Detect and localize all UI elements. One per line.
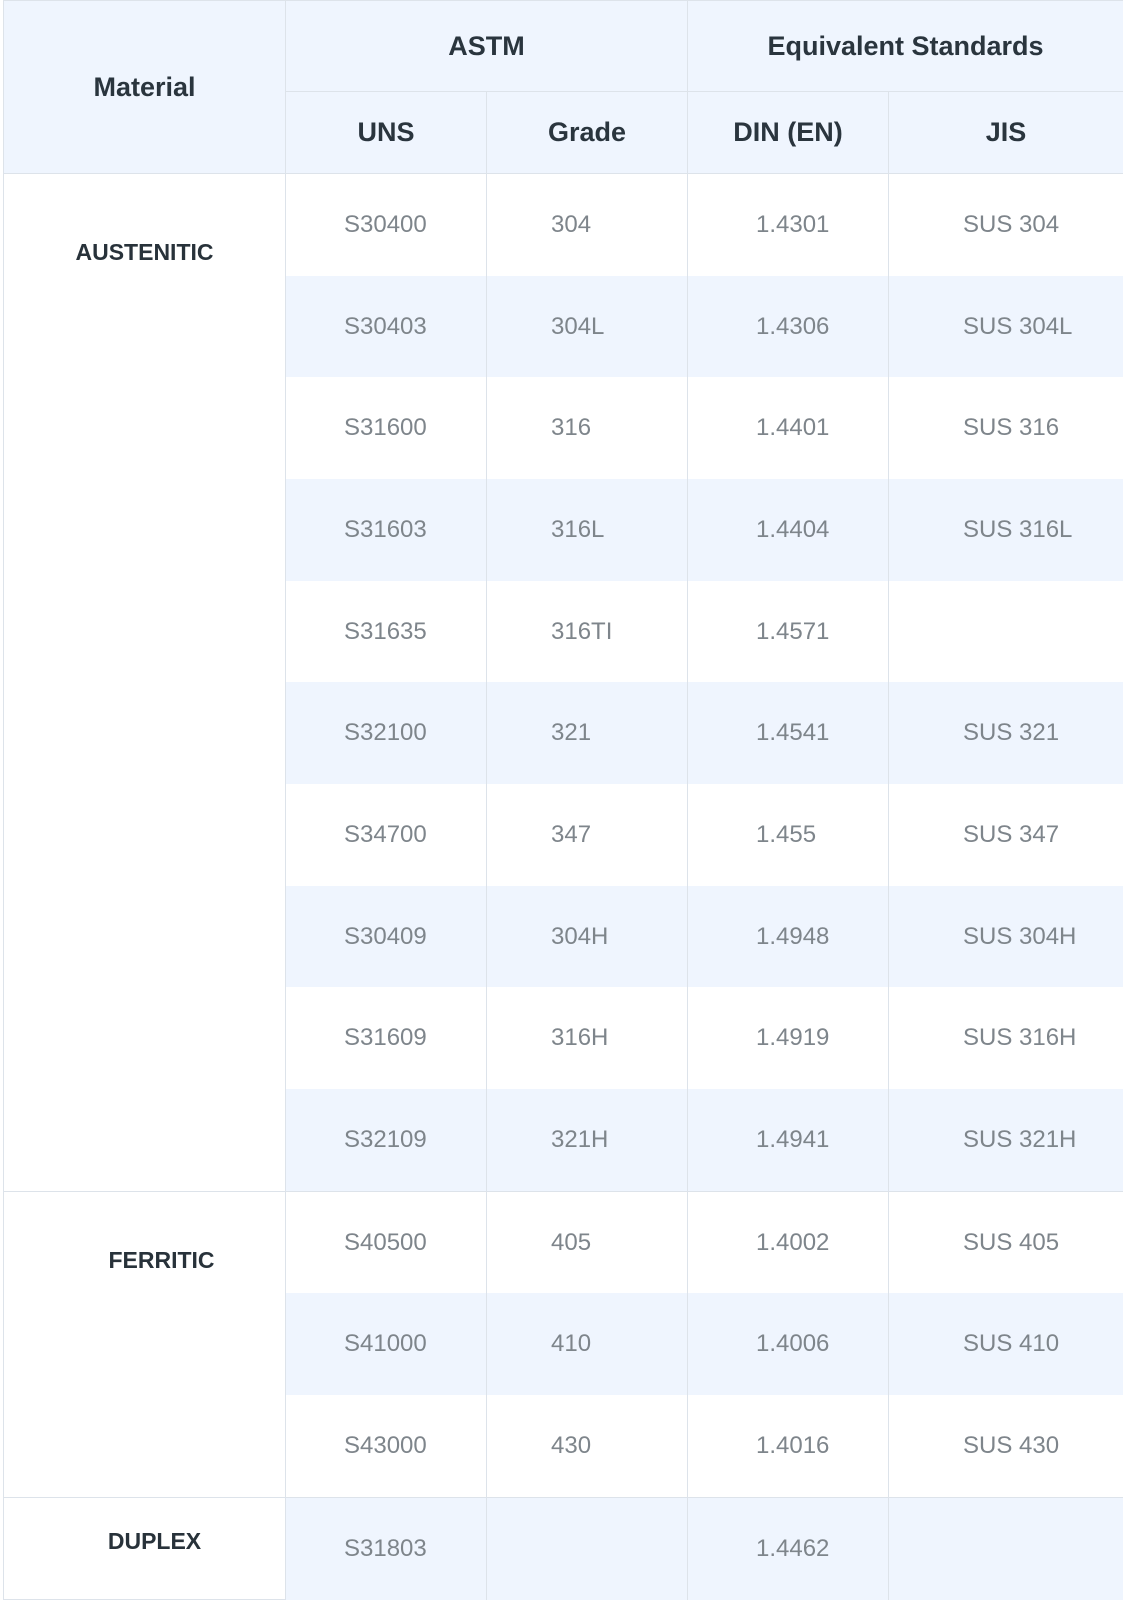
cell-grade: 316 bbox=[487, 377, 688, 479]
cell-jis bbox=[889, 581, 1123, 683]
cell-jis: SUS 321 bbox=[889, 682, 1123, 784]
material-group-label bbox=[4, 1191, 286, 1497]
header-din: DIN (EN) bbox=[688, 92, 889, 174]
material-group-name: DUPLEX bbox=[107, 1527, 202, 1554]
cell-din: 1.4948 bbox=[688, 886, 889, 988]
cell-jis: SUS 405 bbox=[889, 1191, 1123, 1293]
cell-uns: S30400 bbox=[286, 174, 487, 276]
header-uns: UNS bbox=[286, 92, 487, 174]
cell-din: 1.4006 bbox=[688, 1293, 889, 1395]
cell-grade: 316H bbox=[487, 987, 688, 1089]
cell-din: 1.4002 bbox=[688, 1191, 889, 1293]
material-group-label bbox=[4, 174, 286, 1192]
cell-jis: SUS 316 bbox=[889, 377, 1123, 479]
cell-uns: S40500 bbox=[286, 1191, 487, 1293]
header-material: Material bbox=[4, 1, 286, 174]
cell-din: 1.4919 bbox=[688, 987, 889, 1089]
cell-grade: 430 bbox=[487, 1395, 688, 1497]
cell-uns: S43000 bbox=[286, 1395, 487, 1497]
cell-grade: 316L bbox=[487, 479, 688, 581]
cell-grade: 316TI bbox=[487, 581, 688, 683]
cell-jis: SUS 304 bbox=[889, 174, 1123, 276]
material-group-name: AUSTENITIC bbox=[75, 239, 214, 265]
cell-grade: 321H bbox=[487, 1089, 688, 1191]
cell-grade: 304 bbox=[487, 174, 688, 276]
table-row bbox=[4, 174, 1123, 276]
cell-jis: SUS 316H bbox=[889, 987, 1123, 1089]
stainless-grades-table bbox=[3, 0, 1123, 1600]
cell-grade bbox=[487, 1497, 688, 1599]
cell-grade: 410 bbox=[487, 1293, 688, 1395]
cell-uns: S30403 bbox=[286, 276, 487, 378]
cell-grade: 304L bbox=[487, 276, 688, 378]
cell-din: 1.4404 bbox=[688, 479, 889, 581]
table-body bbox=[4, 174, 1123, 1600]
cell-din: 1.455 bbox=[688, 784, 889, 886]
table-row bbox=[4, 1497, 1123, 1599]
cell-grade: 304H bbox=[487, 886, 688, 988]
cell-grade: 405 bbox=[487, 1191, 688, 1293]
table-row bbox=[4, 1191, 1123, 1293]
cell-uns: S34700 bbox=[286, 784, 487, 886]
cell-din: 1.4541 bbox=[688, 682, 889, 784]
cell-jis bbox=[889, 1497, 1123, 1599]
cell-jis: SUS 430 bbox=[889, 1395, 1123, 1497]
cell-uns: S31600 bbox=[286, 377, 487, 479]
cell-din: 1.4571 bbox=[688, 581, 889, 683]
cell-jis: SUS 410 bbox=[889, 1293, 1123, 1395]
cell-uns: S31609 bbox=[286, 987, 487, 1089]
cell-uns: S31803 bbox=[286, 1497, 487, 1599]
cell-uns: S31603 bbox=[286, 479, 487, 581]
cell-uns: S41000 bbox=[286, 1293, 487, 1395]
cell-grade: 347 bbox=[487, 784, 688, 886]
cell-din: 1.4941 bbox=[688, 1089, 889, 1191]
cell-din: 1.4401 bbox=[688, 377, 889, 479]
cell-grade: 321 bbox=[487, 682, 688, 784]
material-group-label bbox=[4, 1497, 286, 1599]
cell-jis: SUS 316L bbox=[889, 479, 1123, 581]
cell-jis: SUS 321H bbox=[889, 1089, 1123, 1191]
cell-din: 1.4306 bbox=[688, 276, 889, 378]
cell-jis: SUS 347 bbox=[889, 784, 1123, 886]
cell-uns: S31635 bbox=[286, 581, 487, 683]
cell-din: 1.4462 bbox=[688, 1497, 889, 1599]
material-group-name: FERRITIC bbox=[108, 1246, 215, 1273]
cell-jis: SUS 304L bbox=[889, 276, 1123, 378]
cell-uns: S32100 bbox=[286, 682, 487, 784]
cell-jis: SUS 304H bbox=[889, 886, 1123, 988]
header-grade: Grade bbox=[487, 92, 688, 174]
cell-uns: S32109 bbox=[286, 1089, 487, 1191]
header-equivalent-standards: Equivalent Standards bbox=[688, 1, 1123, 92]
cell-din: 1.4016 bbox=[688, 1395, 889, 1497]
cell-din: 1.4301 bbox=[688, 174, 889, 276]
header-astm: ASTM bbox=[286, 1, 688, 92]
cell-uns: S30409 bbox=[286, 886, 487, 988]
header-jis: JIS bbox=[889, 92, 1123, 174]
